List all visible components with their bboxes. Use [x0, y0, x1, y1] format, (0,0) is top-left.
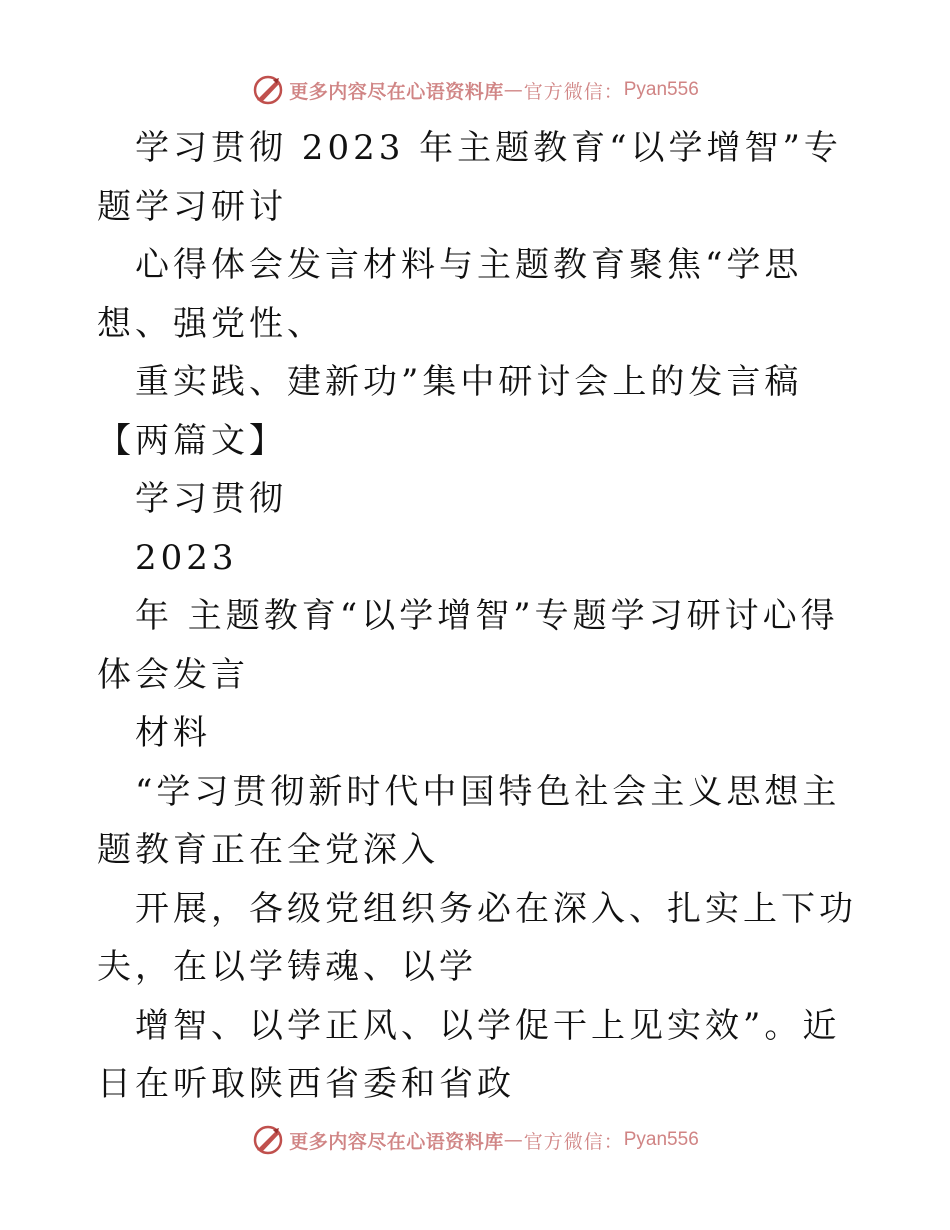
watermark-wechat-label: 官方微信： [523, 80, 624, 103]
watermark-dash: — [503, 1129, 524, 1151]
watermark-wechat-label: 官方微信： [523, 1130, 624, 1153]
paragraph: 年 主题教育“以学增智”专题学习研讨心得体会发言 [97, 596, 839, 695]
paragraph: 心得体会发言材料与主题教育聚焦“学思想、强党性、 [97, 245, 803, 344]
paragraph: 开展，各级党组织务必在深入、扎实上下功夫，在以学铸魂、以学 [97, 888, 857, 987]
paragraph: 增智、以学正风、以学促干上见实效”。近日在听取陕西省委和省政 [97, 1005, 841, 1104]
watermark-site-text: 更多内容尽在心语资料库 [289, 1130, 504, 1153]
watermark-wechat-id: Pyan556 [623, 79, 699, 100]
footer-watermark [0, 1120, 950, 1160]
paragraph: 2023 [135, 537, 238, 578]
watermark-dash: — [503, 79, 524, 101]
watermark-wechat-id: Pyan556 [623, 1129, 699, 1150]
header-watermark [0, 70, 950, 110]
paragraph: “学习贯彻新时代中国特色社会主义思想主题教育正在全党深入 [97, 771, 841, 870]
paragraph: 重实践、建新功”集中研讨会上的发言稿【两篇文】 [97, 362, 803, 461]
pen-circle-logo-icon [251, 73, 285, 107]
paragraph: 学习贯彻 [135, 479, 287, 519]
paragraph: 学习贯彻 2023 年主题教育“以学增智”专题学习研讨 [97, 128, 842, 227]
pen-circle-logo-icon [251, 1123, 285, 1157]
watermark-site-text: 更多内容尽在心语资料库 [289, 80, 504, 103]
document-body [97, 119, 857, 1114]
paragraph: 材料 [135, 713, 211, 753]
